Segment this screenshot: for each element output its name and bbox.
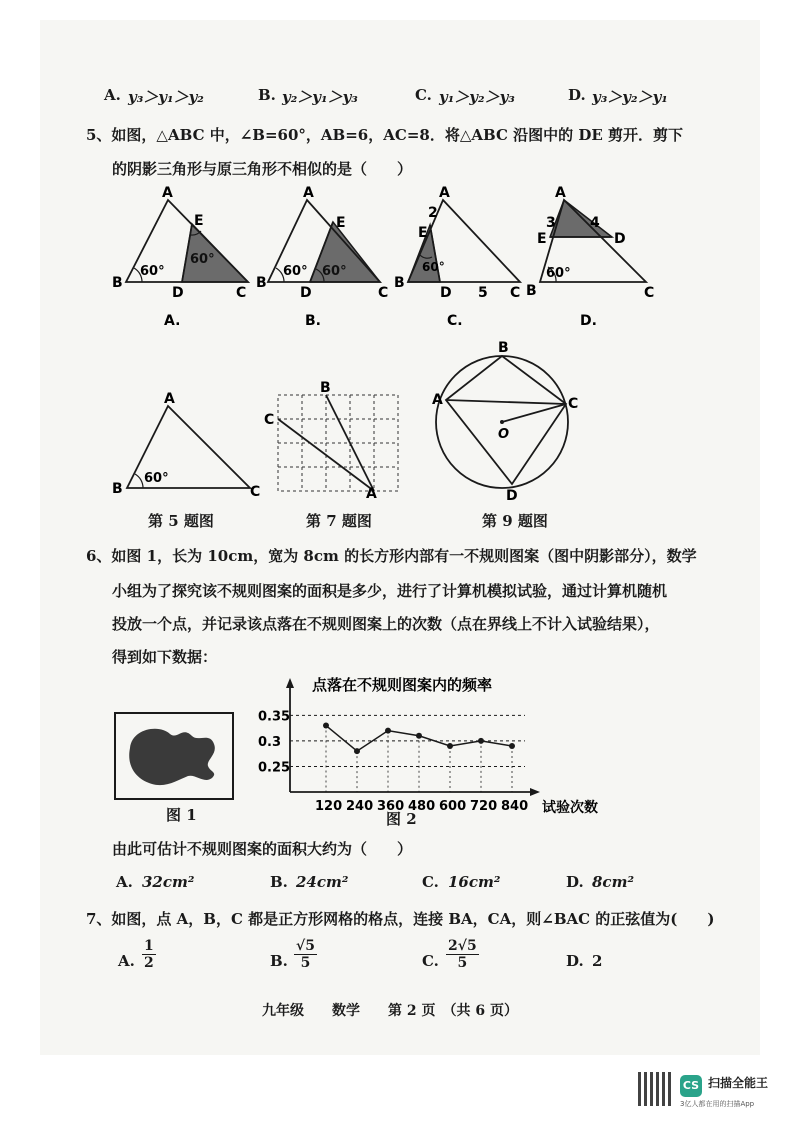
fig2-caption: 图 2 [386, 810, 417, 828]
y-tick-label: 0.3 [258, 734, 282, 750]
irregular-shape [129, 729, 215, 785]
data-point [385, 728, 391, 734]
q6-option-b: 24cm² [296, 873, 349, 891]
y-tick-label: 0.35 [258, 709, 291, 725]
label-b: B [256, 275, 267, 291]
q7-option-c-fraction [446, 938, 479, 971]
label-e: E [537, 231, 547, 247]
x-tick-label: 360 [377, 799, 405, 814]
qr-code [638, 1072, 672, 1106]
label-a: A [555, 185, 566, 201]
x-axis-arrow [530, 788, 540, 796]
x-tick-label: 840 [501, 799, 529, 814]
label-d: D [172, 285, 184, 301]
angle-label: 60° [422, 260, 445, 274]
data-point [354, 748, 360, 754]
label-c: C [644, 285, 655, 301]
chart-title: 点落在不规则图案内的频率 [312, 676, 493, 694]
denominator: 2 [144, 955, 154, 971]
len-ae: 2 [428, 205, 438, 221]
chord-ac [446, 400, 566, 404]
label-a: A [162, 185, 173, 201]
q4-option-d-label: D. [568, 86, 586, 104]
q5-option-figures [0, 185, 794, 335]
option-label: B. [305, 313, 321, 329]
q4-option-d: y₃＞y₂＞y₁ [592, 88, 668, 106]
app-logo: CS [680, 1075, 702, 1097]
label-c: C [264, 412, 275, 428]
label-c: C [236, 285, 247, 301]
data-point [323, 723, 329, 729]
y-tick-label: 0.25 [258, 760, 291, 776]
len-ae: 3 [546, 215, 556, 231]
reference-figures [0, 340, 794, 530]
label-a: A [439, 185, 450, 201]
q7-option-d: 2 [592, 952, 603, 970]
x-axis-label: 试验次数 [542, 800, 598, 816]
q7-figure-caption: 第 7 题图 [306, 512, 372, 530]
label-b: B [320, 380, 331, 396]
data-point [478, 738, 484, 744]
q6-option-d-label: D. [566, 873, 584, 891]
label-b: B [394, 275, 405, 291]
label-a: A [303, 185, 314, 201]
x-tick-label: 480 [408, 799, 436, 814]
angle-arc [135, 474, 143, 488]
q9-circle-figure [432, 340, 578, 504]
q4-option-b-label: B. [258, 86, 276, 104]
center-dot [500, 420, 504, 424]
label-b: B [498, 340, 509, 356]
label-a: A [164, 391, 175, 407]
label-c: C [510, 285, 521, 301]
label-o: O [498, 427, 510, 442]
label-a: A [366, 486, 377, 502]
label-b: B [112, 275, 123, 291]
q6-figure-1 [112, 710, 237, 805]
option-label: D. [580, 313, 597, 329]
denominator: 5 [457, 955, 468, 971]
q4-option-b: y₂＞y₁＞y₃ [282, 88, 358, 106]
q5-main-figure [112, 391, 260, 500]
q7-grid-figure [264, 380, 398, 502]
q7-option-d-label: D. [566, 952, 584, 970]
angle-e-label: 60° [190, 252, 215, 267]
q7-option-b-label: B. [270, 952, 288, 970]
label-e: E [194, 213, 204, 229]
q6-option-a-label: A. [116, 873, 133, 891]
label-c: C [568, 396, 579, 412]
q6-option-d: 8cm² [592, 873, 635, 891]
q5-figure-caption: 第 5 题图 [148, 512, 214, 530]
q4-option-c: y₁＞y₂＞y₃ [439, 88, 515, 106]
numerator: √5 [296, 938, 315, 954]
label-c: C [378, 285, 389, 301]
len-ad: 4 [590, 215, 600, 231]
q9-figure-caption: 第 9 题图 [482, 512, 548, 530]
label-b: B [526, 283, 537, 299]
numerator: 2√5 [448, 938, 477, 954]
angle-b-label: 60° [140, 264, 165, 279]
x-tick-label: 720 [470, 799, 498, 814]
q4-option-a: y₃＞y₁＞y₂ [128, 88, 204, 106]
square-grid [278, 395, 398, 491]
q6-line3: 投放一个点，并记录该点落在不规则图案上的次数（点在界线上不计入试验结果）， [112, 615, 660, 633]
q7-line: 7、如图，点 A，B，C 都是正方形网格的格点，连接 BA，CA，则∠BAC 的正弦值为( ) [86, 910, 715, 928]
q7-option-b-fraction [294, 938, 317, 971]
q7-option-c-label: C. [422, 952, 439, 970]
q5-line2: 的阴影三角形与原三角形不相似的是（ ） [112, 160, 413, 178]
label-c: C [250, 484, 261, 500]
app-tagline: 3亿人都在用的扫描App [680, 1100, 755, 1108]
label-d: D [440, 285, 452, 301]
q5-line1: 5、如图，△ABC 中，∠B=60°，AB=6，AC=8．将△ABC 沿图中的 DE 剪开．剪下 [86, 126, 683, 144]
data-point [447, 743, 453, 749]
q6-question: 由此可估计不规则图案的面积大约为（ ） [112, 840, 413, 858]
x-tick-label: 240 [346, 799, 374, 814]
label-b: B [112, 481, 123, 497]
page-footer: 九年级 数学 第 2 页 （共 6 页） [262, 1003, 518, 1019]
label-a: A [432, 392, 443, 408]
len-dc: 5 [478, 285, 488, 301]
q7-option-a-label: A. [118, 952, 135, 970]
fig1-caption: 图 1 [166, 806, 197, 824]
x-tick-label: 120 [315, 799, 343, 814]
q5-figure-b [256, 185, 388, 329]
q4-option-c-label: C. [415, 86, 432, 104]
q6-line4: 得到如下数据： [112, 648, 218, 666]
label-d: D [506, 488, 518, 504]
angle-label: 60° [144, 471, 169, 486]
q6-option-b-label: B. [270, 873, 288, 891]
q6-option-c: 16cm² [448, 873, 501, 891]
numerator: 1 [144, 938, 154, 954]
q5-figure-c [394, 185, 520, 329]
label-e: E [336, 215, 346, 231]
app-name: 扫描全能王 [708, 1076, 769, 1090]
option-label: C. [447, 313, 463, 329]
label-d: D [614, 231, 626, 247]
q5-figure-a [112, 185, 248, 329]
label-d: D [300, 285, 312, 301]
denominator: 5 [300, 955, 311, 971]
angle-b-label: 60° [546, 266, 571, 281]
q4-option-a-label: A. [104, 86, 121, 104]
q5-figure-d [526, 185, 654, 329]
label-e: E [418, 225, 428, 241]
angle-b-label: 60° [283, 264, 308, 279]
angle-d-label: 60° [322, 264, 347, 279]
data-point [416, 733, 422, 739]
q6-line2: 小组为了探究该不规则图案的面积是多少，进行了计算机模拟试验，通过计算机随机 [112, 582, 668, 600]
q6-option-a: 32cm² [142, 873, 195, 891]
q6-line1: 6、如图 1，长为 10cm，宽为 8cm 的长方形内部有一不规则图案（图中阴影部分），数学 [86, 547, 697, 565]
q6-option-c-label: C. [422, 873, 439, 891]
option-label: A. [164, 313, 181, 329]
data-point [509, 743, 515, 749]
x-tick-label: 600 [439, 799, 467, 814]
q6-frequency-chart [248, 672, 628, 822]
q7-option-a-fraction [142, 938, 156, 971]
y-axis-arrow [286, 678, 294, 688]
